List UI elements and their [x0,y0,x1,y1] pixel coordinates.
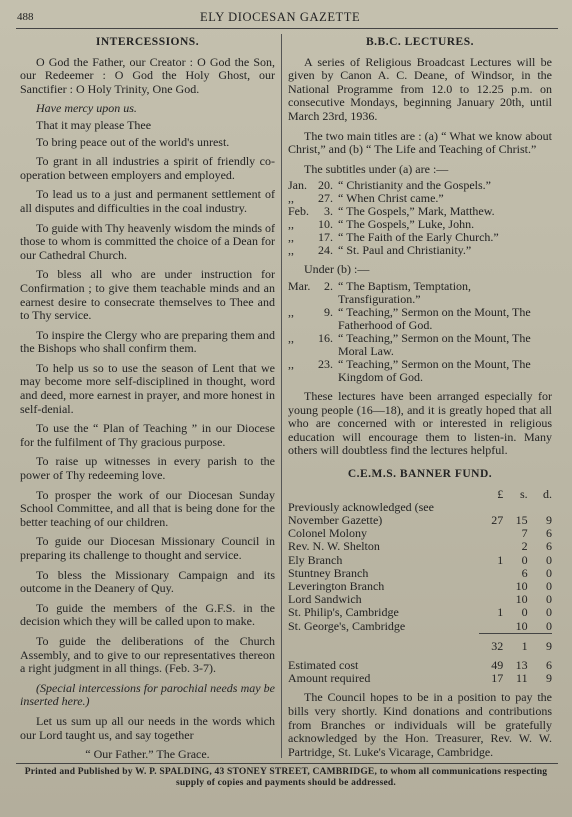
shillings-cell: 7 [521,526,528,541]
fund-table [288,488,552,686]
bbc-under-a: The subtitles under (a) are :— [304,161,449,176]
pounds-cell: 27 [491,512,504,527]
estimated-pounds: 49 [491,657,504,672]
lecture-title: “ St. Paul and Christianity.” [338,243,472,258]
fund-header-row [288,488,552,501]
pence-cell: 0 [546,552,552,567]
shillings-cell: 6 [521,565,528,580]
intercession-paragraph: To guide the deliberations of the Church Assembly, and to give to our representatives thereon a right judgment in all things. (Feb. 3-7). [20,633,275,676]
intercession-paragraph: To guide with Thy heavenly wisdom the minds of those to whom is committed the choice of a Dean for our Cathedral Church. [20,220,275,262]
donor-name: St. Philip's, Cambridge [288,605,399,620]
donor-name: Previously acknowledged (see November Gazette) [288,499,434,527]
pence-cell: 0 [546,565,552,580]
required-pounds: 17 [491,671,504,686]
shillings-cell: 0 [521,605,528,620]
required-shillings: 11 [516,671,528,686]
lecture-month: Mar. [288,278,311,293]
donor-name: Lord Sandwich [288,592,362,607]
intercession-paragraph: To prosper the work of our Diocesan Sunday School Committee, and all that is being done for the better teaching of our children. [20,487,275,529]
table-row [288,540,552,553]
lecture-day: 2. [324,278,333,293]
intercession-paragraph: To lead us to a just and permanent settlement of all disputes and difficulties in the coal industry. [20,187,275,215]
fund-estimated-row [288,653,552,672]
table-row [288,501,552,527]
right-column [288,34,552,765]
pence-cell: 6 [546,539,552,554]
donor-name: Rev. N. W. Shelton [288,539,380,554]
total-shillings: 1 [503,633,527,653]
lecture-month: ,, [288,230,294,245]
intercessions-opening: O God the Father, our Creator : O God the Son, our Redeemer : O God the Holy Ghost, our Sanctifier : O Holy Trinity, One God. [20,54,275,96]
donor-name: Colonel Molony [288,526,368,541]
lecture-day: 27. [318,191,333,206]
pence-cell: 0 [546,618,552,633]
footer-rule [16,763,558,764]
intercessions-ending: “ Our Father.” The Grace. [85,747,210,762]
bbc-list-b [288,280,552,384]
pence-cell: 9 [546,512,552,527]
pounds-cell [479,567,503,580]
intercession-paragraph: To guide our Diocesan Missionary Council in preparing its challenge to thought and service. [20,534,275,562]
lecture-title: “ Christianity and the Gospels.” [338,178,491,193]
lecture-day: 10. [318,217,333,232]
shillings-cell: 2 [521,539,528,554]
lecture-month: ,, [288,304,294,319]
pounds-cell: 1 [497,552,504,567]
bbc-list-a [288,179,552,257]
shillings-cell: 10 [515,592,528,607]
shillings-header: s. [519,486,528,501]
lecture-month: ,, [288,330,294,345]
list-item [288,332,552,358]
donor-name: St. George's, Cambridge [288,619,406,634]
fund-total-row [288,633,552,653]
intercessions-title: INTERCESSIONS. [95,36,200,48]
running-head: ELY DIOCESAN GAZETTE [200,10,361,24]
intercessions-peace: To bring peace out of the world's unrest. [36,134,230,149]
lecture-title: “ Teaching,” Sermon on the Mount, The Kingdom of God. [338,356,531,384]
pounds-cell [479,580,503,593]
intercessions-mercy: Have mercy upon us. [36,101,137,116]
lecture-day: 3. [324,204,333,219]
pounds-cell [479,527,503,540]
shillings-cell: 0 [521,552,528,567]
bbc-under-b: Under (b) :— [304,262,370,277]
intercession-paragraph: To help us so to use the season of Lent that we may become more self-disciplined in thought, word and deed, more earnest in prayer, and more honest in self-denial. [20,360,275,416]
fund-required-row [288,672,552,685]
lecture-title: “ When Christ came.” [338,191,444,206]
estimated-pence: 6 [546,657,552,672]
intercessions-column [20,34,275,768]
lecture-day: 23. [318,356,333,371]
pounds-cell: 1 [497,605,504,620]
table-row [288,554,552,567]
pounds-cell [479,540,503,553]
lecture-month: ,, [288,243,294,258]
table-row [288,620,552,634]
bbc-closing: These lectures have been arranged especially for young people (16—18), and it is greatly hoped that all who are concerned with or interested in religious education will encourage them to listen-in. Many others will doubtless find the lectures helpful. [288,388,552,458]
total-pounds: 32 [479,633,503,653]
bbc-intro: A series of Religious Broadcast Lectures will be given by Canon A. C. Deane, of Windsor, in the National Programme from 12.0 to 12.25 p.m. on consecutive Mondays, beginning January 20th, until March 23rd, 1936. [288,54,552,123]
page-header [0,10,572,28]
intercession-paragraph: To bless the Missionary Campaign and its outcome in the Deanery of Quy. [20,567,275,596]
intercession-paragraph: To use the “ Plan of Teaching ” in our Diocese for the fulfilment of Thy gracious purpose. [20,421,275,449]
donor-name: Ely Branch [288,552,343,567]
lecture-title: “ The Gospels,” Luke, John. [338,217,475,232]
lecture-title: “ The Baptism, Temptation, Transfiguration.” [338,278,472,306]
intercessions-special: (Special intercessions for parochial needs may be inserted here.) [20,680,275,709]
intercession-paragraph: To inspire the Clergy who are preparing them and the Bishops who shall confirm them. [20,327,275,356]
list-item [288,280,552,306]
pence-header: d. [543,486,552,501]
shillings-cell: 10 [515,578,528,593]
shillings-cell: 15 [515,512,528,527]
donor-name: Leverington Branch [288,578,385,593]
bbc-titles: The two main titles are : (a) “ What we know about Christ,” and (b) “ The Life and Teaching of Christ.” [288,128,552,157]
pence-cell: 6 [546,526,552,541]
intercessions-closing: Let us sum up all our needs in the words which our Lord taught us, and say together [20,713,275,742]
table-row [288,606,552,619]
fund-note: The Council hopes to be in a position to pay the bills very shortly. Kind donations and contributions from Branches or individuals will be gratefully acknowledged by the Hon. Treasurer, Rev. W. W. Partridge, St. Luke's Vicarage, Cambridge. [288,690,552,759]
lecture-month: ,, [288,217,294,232]
required-label: Amount required [288,671,371,686]
list-item [288,358,552,384]
intercession-paragraph: To raise up witnesses in every parish to the power of Thy redeeming love. [20,454,275,483]
lecture-day: 17. [318,230,333,245]
lecture-day: 24. [318,243,333,258]
table-row [288,567,552,580]
required-pence: 9 [546,671,552,686]
intercession-paragraph: To bless all who are under instruction for Confirmation ; to give them teachable minds and an earnest desire to consecrate themselves to Thee and to Thy service. [20,267,275,323]
lecture-title: “ Teaching,” Sermon on the Mount, The Fatherhood of God. [338,304,531,332]
pence-cell: 0 [546,592,552,607]
estimated-label: Estimated cost [288,657,359,672]
page-number: 488 [17,11,34,23]
lecture-month: Feb. [288,204,309,219]
list-item [288,244,552,257]
header-rule [16,28,558,29]
lecture-month: Jan. [288,178,307,193]
lecture-title: “ The Faith of the Early Church.” [338,230,499,245]
column-rule [281,34,282,758]
printer-imprint: Printed and Published by W. P. SPALDING, 43 STONEY STREET, CAMBRIDGE, to whom all communications respecting supply of copies and payments should be addressed. [24,767,548,788]
total-pence: 9 [528,633,552,653]
shillings-cell: 10 [515,618,528,633]
bbc-title: B.B.C. LECTURES. [365,36,474,48]
donor-name: Stuntney Branch [288,565,369,580]
lecture-title: “ The Gospels,” Mark, Matthew. [338,204,495,219]
lecture-day: 9. [324,304,333,319]
estimated-shillings: 13 [515,657,528,672]
lecture-month: ,, [288,191,294,206]
intercessions-please: That it may please Thee [36,117,152,132]
pence-cell: 0 [546,578,552,593]
pence-cell: 0 [546,605,552,620]
list-item [288,306,552,332]
pounds-cell [479,620,503,634]
lecture-day: 16. [318,330,333,345]
lecture-title: “ Teaching,” Sermon on the Mount, The Moral Law. [338,330,531,358]
lecture-month: ,, [288,356,294,371]
intercession-paragraph: To grant in all industries a spirit of friendly co-operation between employers and employed. [20,154,275,182]
lecture-day: 20. [318,178,333,193]
intercession-paragraph: To guide the members of the G.F.S. in the decision which they will be called upon to make. [20,600,275,629]
fund-title: C.E.M.S. BANNER FUND. [347,467,493,480]
pounds-header: £ [497,486,504,501]
